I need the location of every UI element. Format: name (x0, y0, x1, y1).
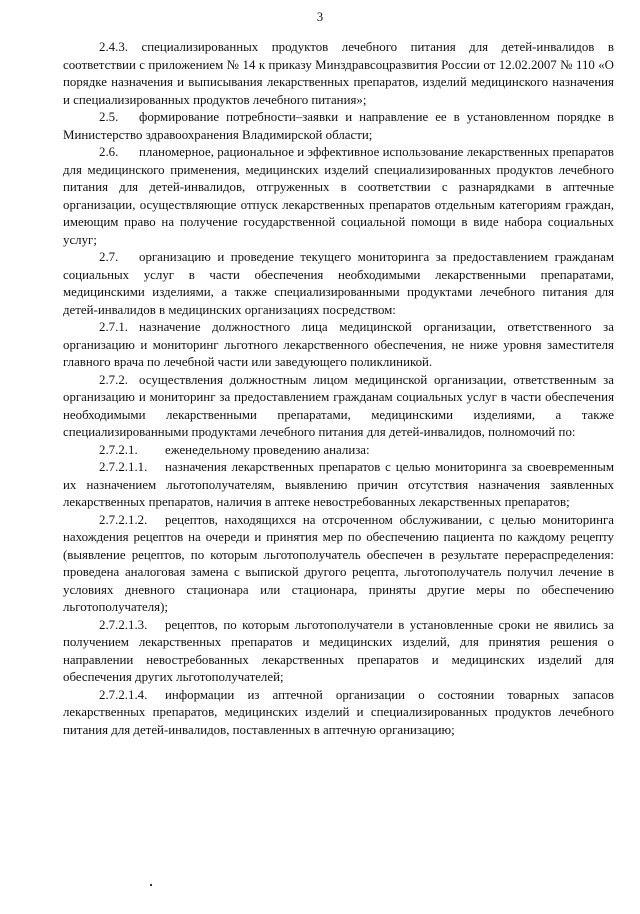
paragraph-text: осуществления должностным лицом медицинской организации, ответственным за организацию и мониторинг за предоставлением гражданам социальных услуг в части обеспечения необходимыми лекарственными препаратами, медицинскими изделиями, а также специализированными продуктами лечебного питания для детей-инвалидов, полномочий по: (63, 372, 614, 439)
scan-speck (150, 884, 152, 886)
paragraph-2-7-2-1-3 (63, 617, 614, 687)
paragraph-number: 2.6. (99, 145, 119, 159)
paragraph-text: организацию и проведение текущего мониторинга за предоставлением гражданам социальных услуг в части обеспечения необходимыми лекарственными препаратами, медицинскими изделиями, а также специализированными продуктами лечебного питания для детей-инвалидов в медицинских организациях посредством: (63, 250, 614, 317)
paragraph-2-5 (63, 109, 614, 144)
paragraph-number: 2.7.2. (99, 372, 129, 387)
paragraph-2-7-2-1-2 (63, 512, 614, 617)
paragraph-number: 2.7.2.1.2. (99, 512, 148, 527)
paragraph-text: планомерное, рациональное и эффективное использование лекарственных препаратов для медицинского применения, медицинских изделий специализированных продуктов лечебного питания для детей-инвалидов, отгруженных в соответствии с разнарядками в аптечные организации, осуществляющие отпуск лекарственных препаратов отдельным категориям граждан, имеющим право на получение государственной социальной помощи в виде набора социальных услуг; (63, 145, 614, 247)
paragraph-number: 2.7. (99, 250, 119, 264)
paragraph-number: 2.7.2.1.3. (99, 617, 148, 632)
paragraph-number: 2.7.2.1.4. (99, 687, 148, 702)
paragraph-text: еженедельному проведению анализа: (165, 442, 370, 457)
paragraph-2-4-3 (63, 39, 614, 109)
paragraph-text: рецептов, находящихся на отсроченном обслуживании, с целью мониторинга нахождения рецептов на очереди и принятия мер по обеспечению пациента по каждому рецепту (выявление рецептов, по которым льготополучатель обеспечен в результате перераспределения: проведена аналоговая замена с выпиской другого рецепта, льготополучатель получил лечение в условиях дневного стационара или стационара, приняты другие меры по обеспечению льготополучателя); (63, 512, 614, 614)
paragraph-text: назначение должностного лица медицинской организации, ответственного за организацию и мониторинг льготного лекарственного обеспечения, не ниже уровня заместителя главного врача по лечебной части или заведующего поликлиникой. (63, 320, 614, 369)
paragraph-number: 2.7.1. (99, 320, 129, 334)
page-number: 3 (316, 10, 324, 24)
paragraph-2-7-2-1-1 (63, 459, 614, 512)
paragraph-2-7-1 (63, 319, 614, 372)
document-body (63, 39, 614, 739)
paragraph-2-7-2 (63, 372, 614, 442)
paragraph-2-6 (63, 144, 614, 249)
paragraph-number: 2.7.2.1. (99, 442, 138, 457)
paragraph-text: 2.4.3. специализированных продуктов лечебного питания для детей-инвалидов в соответствии с приложением № 14 к приказу Минздравсоцразвития России от 12.02.2007 № 110 «О порядке назначения и выписывания лекарственных препаратов, изделий медицинского назначения и специализированных продуктов лечебного питания»; (63, 40, 614, 107)
paragraph-2-7 (63, 249, 614, 319)
paragraph-2-7-2-1-4 (63, 687, 614, 740)
paragraph-text: рецептов, по которым льготополучатели в установленные сроки не явились за получением лекарственных препаратов и медицинских изделий, для принятия решения о направлении невостребованных лекарственных препаратов и медицинских изделий для обеспечения других льготополучателей; (63, 617, 614, 684)
paragraph-text: назначения лекарственных препаратов с целью мониторинга за своевременным их назначением льготополучателям, выявлению причин отсутствия назначения заявленных лекарственных препаратов, наличия в аптеке невостребованных лекарственных препаратов; (63, 460, 614, 509)
paragraph-number: 2.5. (99, 110, 119, 124)
paragraph-text: формирование потребности–заявки и направление ее в установленном порядке в Министерство здравоохранения Владимирской области; (63, 110, 614, 142)
paragraph-number: 2.7.2.1.1. (99, 460, 148, 474)
paragraph-2-7-2-1 (63, 442, 614, 460)
paragraph-text: информации из аптечной организации о состоянии товарных запасов лекарственных препаратов, медицинских изделий и специализированных продуктов лечебного питания для детей-инвалидов, поставленных в аптечную организацию; (63, 687, 614, 737)
